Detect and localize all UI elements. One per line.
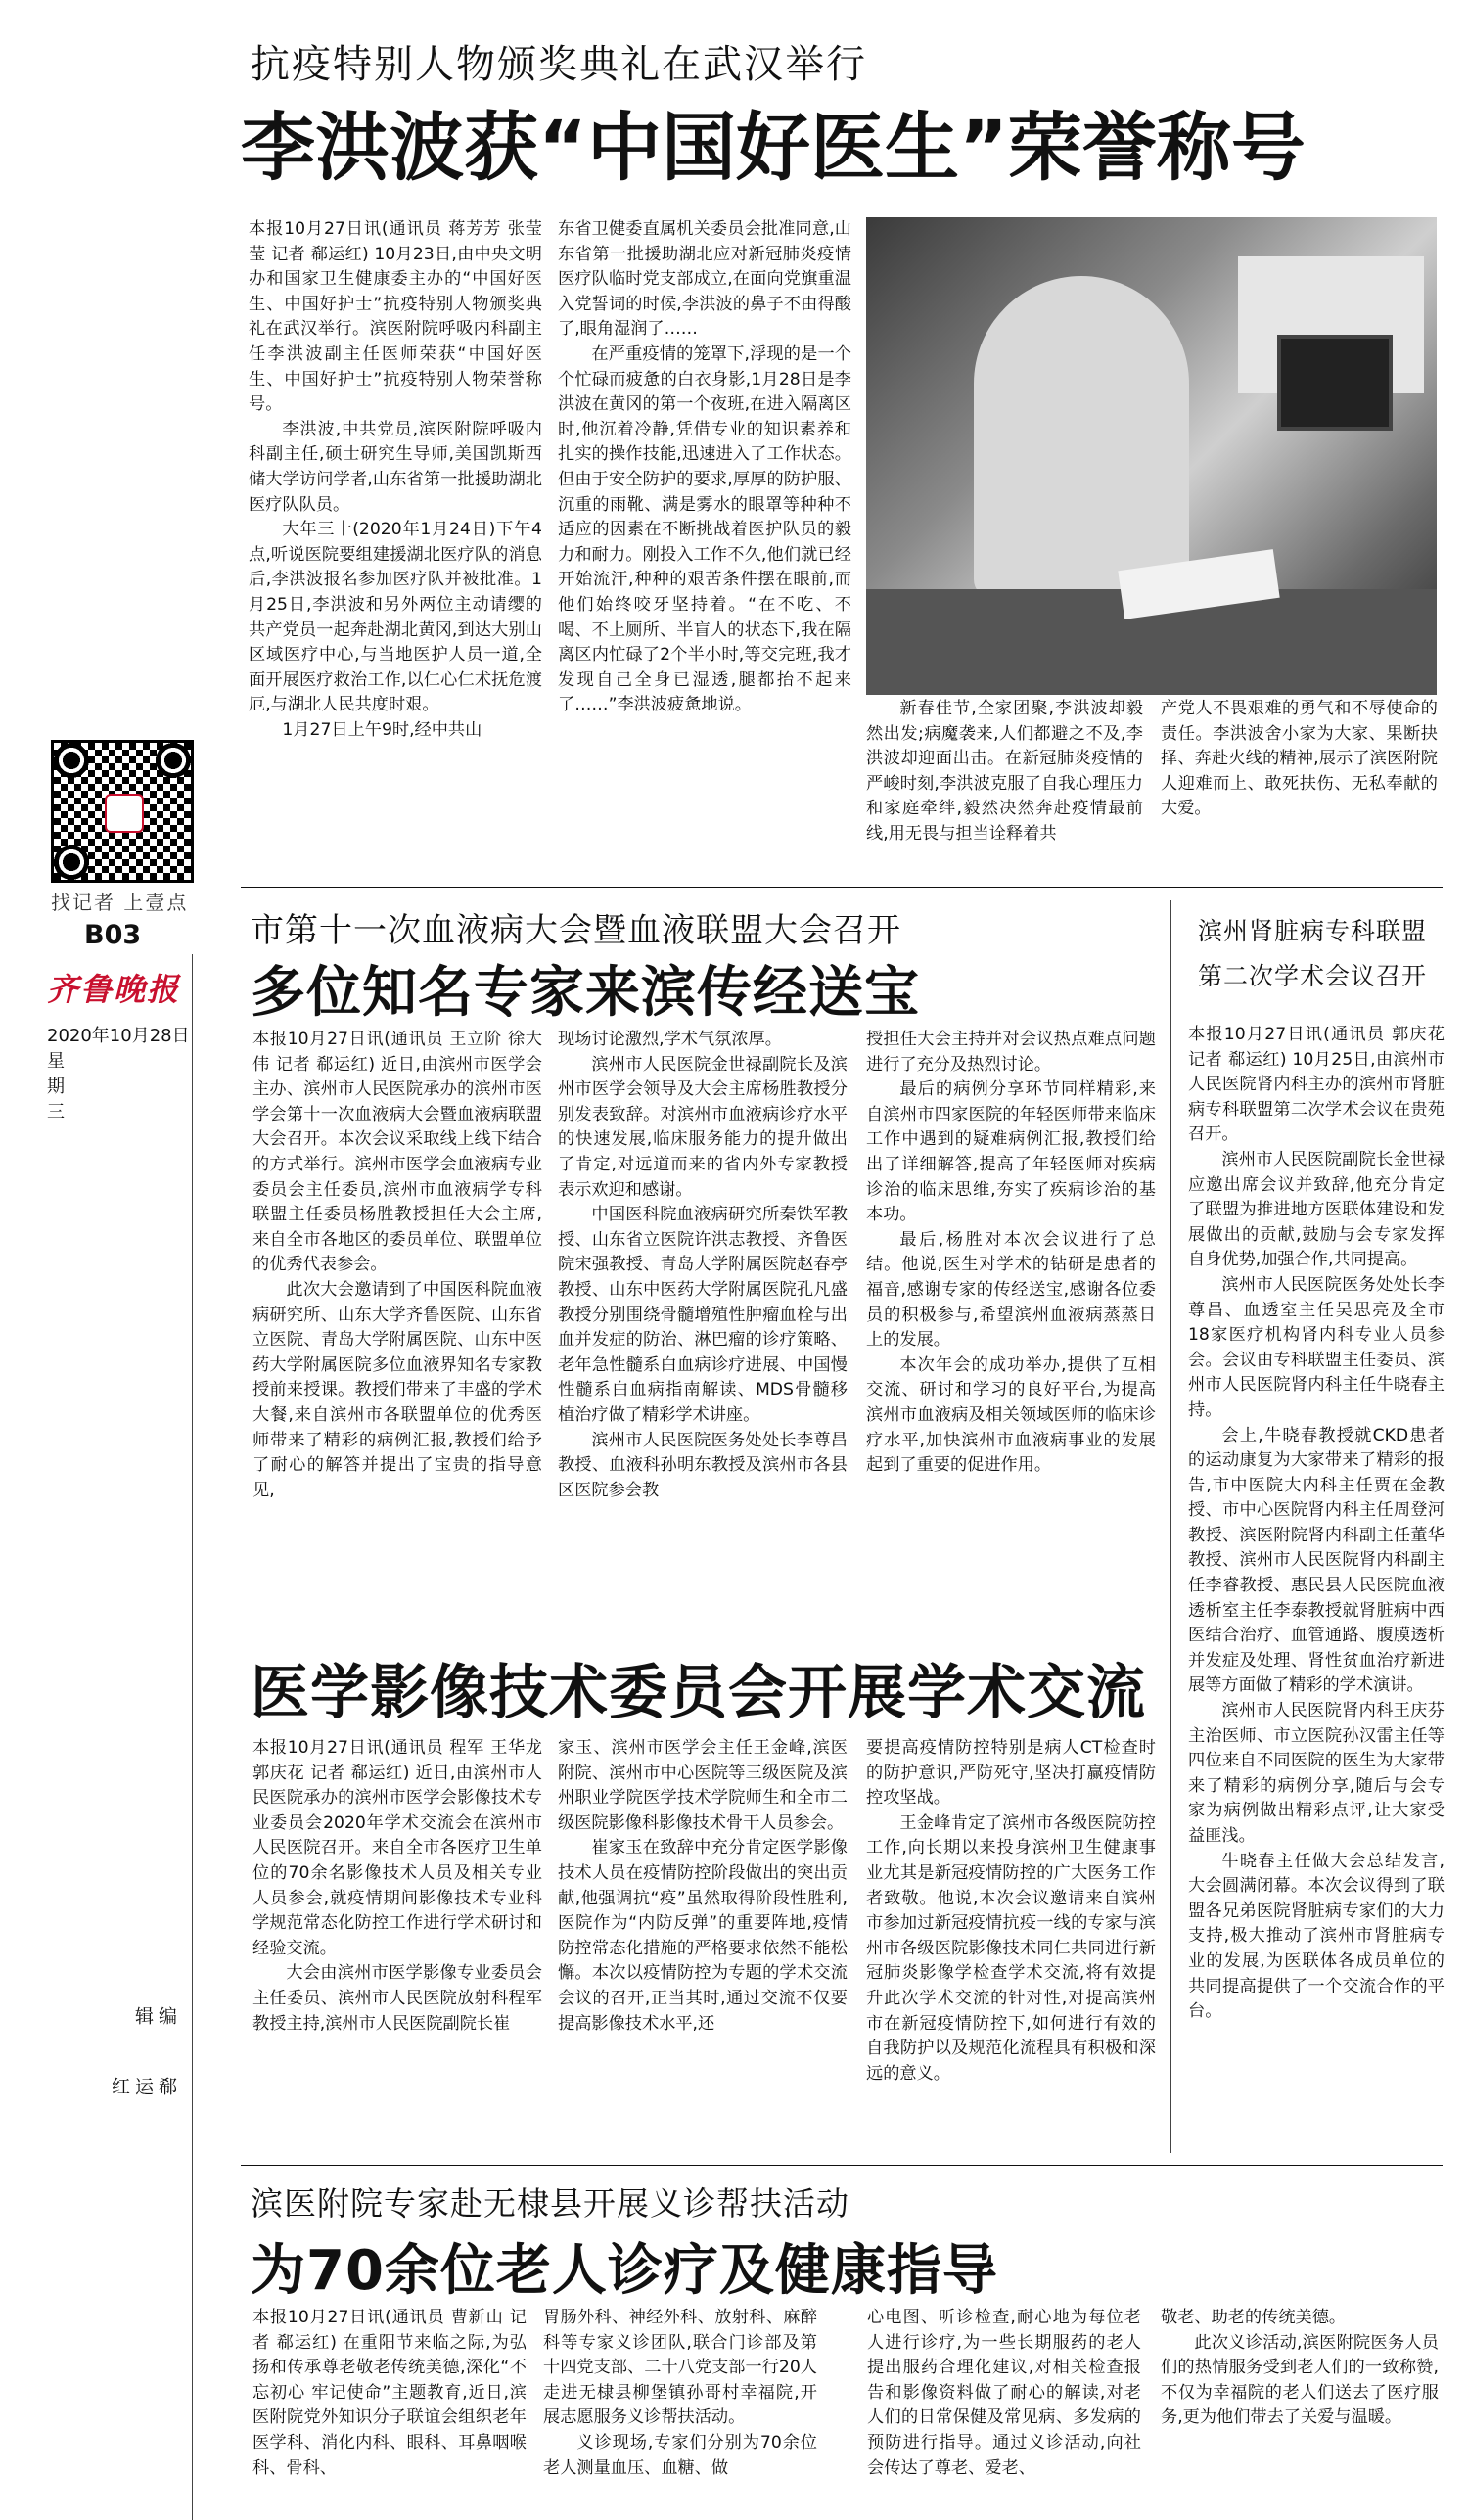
- article1-headline: 李洪波获“中国好医生”荣誉称号: [241, 104, 1306, 191]
- paragraph: 王金峰肯定了滨州市各级医院防控工作,向长期以来投身滨州卫生健康事业尤其是新冠疫情防控的广大医务工作者致敬。他说,本次会议邀请来自滨州市参加过新冠疫情抗疫一线的专家与滨州市各级医院影像技术同仁共同进行新冠肺炎影像学检查学术交流,将有效提升此次学术交流的针对性,对提高滨州市在新冠疫情防控下,如何进行有效的自我防护以及规范化流程具有积极和深远的意义。: [866, 1812, 1156, 2084]
- article4-column-3: [866, 1736, 1156, 2149]
- paragraph: 会上,牛晓春教授就CKD患者的运动康复为大家带来了精彩的报告,市中医院大内科主任贾在金教授、市中心医院肾内科主任周登河教授、滨医附院肾内科副主任董华教授、滨州市人民医院肾内科副主任李睿教授、惠民县人民医院血液透析室主任李泰教授就肾脏病中西医结合治疗、血管通路、腹膜透析并发症及处理、肾性贫血治疗新进展等方面做了精彩的学术演讲。: [1188, 1425, 1445, 1696]
- section-divider: [241, 887, 1443, 888]
- article1-column-3: [866, 697, 1143, 863]
- paragraph: 产党人不畏艰难的勇气和不辱使命的责任。李洪波舍小家为大家、果断抉择、奔赴火线的精神,展示了滨医附院人迎难而上、敢死扶伤、无私奉献的大爱。: [1161, 699, 1438, 819]
- paragraph: 东省卫健委直属机关委员会批准同意,山东省第一批援助湖北应对新冠肺炎疫情医疗队临时党支部成立,在面向党旗重温入党誓词的时候,李洪波的鼻子不由得酸了,眼角湿润了……: [558, 219, 851, 340]
- editor-label: 编辑: [132, 2006, 177, 2025]
- qr-logo: [105, 794, 144, 833]
- article3-kicker: 滨州肾脏病专科联盟: [1198, 917, 1428, 945]
- sidebar-divider: [192, 954, 193, 2520]
- paper-logo: 齐鲁晚报: [47, 971, 181, 1008]
- article3-body: [1188, 1023, 1445, 2158]
- paragraph: 滨州市人民医院副院长金世禄应邀出席会议并致辞,他充分肯定了联盟为推进地方医联体建设和发展做出的贡献,鼓励与会专家发挥自身优势,加强合作,共同提高。: [1188, 1149, 1445, 1270]
- paragraph: 最后,杨胜对本次会议进行了总结。他说,医生对学术的钻研是患者的福音,感谢专家的传经送宝,感谢各位委员的积极参与,希望滨州血液病蒸蒸日上的发展。: [866, 1229, 1156, 1351]
- issue-weekday: 星期三: [47, 1051, 65, 1123]
- article1-column-2: [558, 217, 851, 863]
- paragraph: 此次义诊活动,滨医附院医务人员们的热情服务受到老人们的一致称赞,不仅为幸福院的老人们送去了医疗服务,更为他们带去了关爱与温暖。: [1161, 2332, 1439, 2428]
- issue-date: 2020年10月28日: [47, 1026, 190, 1046]
- paragraph: 大年三十(2020年1月24日)下午4点,听说医院要组建援湖北医疗队的消息后,李洪波报名参加医疗队并被批准。1月25日,李洪波和另外两位主动请缨的共产党员一起奔赴湖北黄冈,到达大别山区域医疗中心,与当地医护人员一道,全面开展医疗救治工作,以仁心仁术抚危渡厄,与湖北人民共度时艰。: [249, 520, 542, 715]
- paragraph: 本次年会的成功举办,提供了互相交流、研讨和学习的良好平台,为提高滨州市血液病及相关领域医师的临床诊疗水平,加快滨州市血液病事业的发展起到了重要的促进作用。: [866, 1354, 1156, 1476]
- paragraph: 崔家玉在致辞中充分肯定医学影像技术人员在疫情防控阶段做出的突出贡献,他强调抗“疫”虽然取得阶段性胜利,医院作为“内防反弹”的重要阵地,疫情防控常态化措施的严格要求依然不能松懈。本次以疫情防控为专题的学术交流会议的召开,正当其时,通过交流不仅要提高影像技术水平,还: [558, 1838, 848, 2034]
- paragraph: 现场讨论激烈,学术气氛浓厚。: [558, 1030, 782, 1049]
- article2-column-1: [252, 1028, 542, 1592]
- article2-headline: 多位知名专家来滨传经送宝: [251, 961, 920, 1025]
- article3-kicker-2: 第二次学术会议召开: [1198, 962, 1428, 990]
- paragraph: 本报10月27日讯(通讯员 曹新山 记者 郗运红) 在重阳节来临之际,为弘扬和传承尊老敬老传统美德,深化“不忘初心 牢记使命”主题教育,近日,滨医附院党外知识分子联谊会组织老年医学科、消化内科、眼科、耳鼻咽喉科、骨科、: [252, 2308, 527, 2478]
- paragraph: 授担任大会主持并对会议热点难点问题进行了充分及热烈讨论。: [866, 1030, 1156, 1075]
- paragraph: 李洪波,中共党员,滨医附院呼吸内科副主任,硕士研究生导师,美国凯斯西储大学访问学者,山东省第一批援助湖北医疗队队员。: [249, 419, 542, 515]
- paragraph: 大会由滨州市医学影像专业委员会主任委员、滨州市人民医院放射科程军教授主持,滨州市人民医院副院长崔: [252, 1963, 542, 2034]
- article4-column-2: [558, 1736, 848, 2149]
- article5-column-3: [867, 2306, 1141, 2511]
- paragraph: 敬老、助老的传统美德。: [1161, 2308, 1347, 2327]
- paragraph: 滨州市人民医院肾内科王庆芬主治医师、市立医院孙汉雷主任等四位来自不同医院的医生为大家带来了精彩的病例分享,随后与会专家为病例做出精彩点评,让大家受益匪浅。: [1188, 1701, 1445, 1846]
- paragraph: 本报10月27日讯(通讯员 程军 王华龙 郭庆花 记者 郗运红) 近日,由滨州市人民医院承办的滨州市医学会影像技术专业委员会2020年学术交流会在滨州市人民医院召开。来自全市各医疗卫生单位的70余名影像技术人员及相关专业人员参会,就疫情期间影像技术专业科学规范常态化防控工作进行学术研讨和经验交流。: [252, 1738, 542, 1958]
- paragraph: 牛晓春主任做大会总结发言,大会圆满闭幕。本次会议得到了联盟各兄弟医院肾脏病专家们的大力支持,极大推动了滨州市肾脏病专业的发展,为医联体各成员单位的共同提高提供了一个交流合作的平台。: [1188, 1851, 1445, 2022]
- paragraph: 中国医科院血液病研究所秦铁军教授、山东省立医院许洪志教授、齐鲁医院宋强教授、青岛大学附属医院赵春亭教授、山东中医药大学附属医院孔凡盛教授分别围绕骨髓增殖性肿瘤血栓与出血并发症的防治、淋巴瘤的诊疗策略、老年急性髓系白血病诊疗进展、中国慢性髓系白血病指南解读、MDS骨髓移植治疗做了精彩学术讲座。: [558, 1205, 848, 1425]
- article2-column-3: [866, 1028, 1156, 1592]
- article1-column-4: [1161, 697, 1438, 863]
- paragraph: 滨州市人民医院医务处处长李尊昌、血透室主任吴思亮及全市18家医疗机构肾内科专业人员参会。会议由专科联盟主任委员、滨州市人民医院肾内科主任牛晓春主持。: [1188, 1274, 1445, 1420]
- page-code: B03: [84, 920, 142, 950]
- paragraph: 本报10月27日讯(通讯员 郭庆花 记者 郗运红) 10月25日,由滨州市人民医院肾内科主办的滨州市肾脏病专科联盟第二次学术会议在贵苑召开。: [1188, 1025, 1445, 1145]
- article5-headline: 为70余位老人诊疗及健康指导: [251, 2239, 998, 2303]
- article2-kicker: 市第十一次血液病大会暨血液联盟大会召开: [251, 911, 901, 950]
- paragraph: 本报10月27日讯(通讯员 蒋芳芳 张莹莹 记者 郗运红) 10月23日,由中央文明办和国家卫生健康委主办的“中国好医生、中国好护士”抗疫特别人物颁奖典礼在武汉举行。滨医附院呼吸内科副主任李洪波副主任医师荣获“中国好医生、中国好护士”抗疫特别人物荣誉称号。: [249, 219, 542, 415]
- qr-code[interactable]: [51, 740, 194, 883]
- paragraph: 新春佳节,全家团聚,李洪波却毅然出发;病魔袭来,人们都避之不及,李洪波却迎面出击。在新冠肺炎疫情的严峻时刻,李洪波克服了自我心理压力和家庭牵绊,毅然决然奔赴疫情最前线,用无畏与担当诠释着共: [866, 699, 1143, 844]
- article5-kicker: 滨医附院专家赴无棣县开展义诊帮扶活动: [251, 2184, 849, 2222]
- paragraph: 1月27日上午9时,经中共山: [282, 719, 482, 740]
- paragraph: 家玉、滨州市医学会主任王金峰,滨医附院、滨州市中心医院等三级医院及滨州职业学院医学技术学院师生和全市二级医院影像科影像技术骨干人员参会。: [558, 1738, 848, 1833]
- paragraph: 此次大会邀请到了中国医科院血液病研究所、山东大学齐鲁医院、山东省立医院、青岛大学附属医院、山东中医药大学附属医院多位血液界知名专家教授前来授课。教授们带来了丰盛的学术大餐,来自滨州市各联盟单位的优秀医师带来了精彩的病例汇报,教授们给予了耐心的解答并提出了宝贵的指导意见,: [252, 1279, 542, 1500]
- paragraph: 滨州市人民医院金世禄副院长及滨州市医学会领导及大会主席杨胜教授分别发表致辞。对滨州市血液病诊疗水平的快速发展,临床服务能力的提升做出了肯定,对远道而来的省内外专家教授表示欢迎和感谢。: [558, 1054, 848, 1200]
- section-divider: [241, 2165, 1443, 2166]
- article5-column-4: [1161, 2306, 1439, 2511]
- article1-column-1: [249, 217, 542, 863]
- column-divider: [1170, 900, 1171, 2153]
- paragraph: 滨州市人民医院医务处处长李尊昌教授、血液科孙明东教授及滨州市各县区医院参会教: [558, 1430, 848, 1500]
- paragraph: 要提高疫情防控特别是病人CT检查时的防护意识,严防死守,坚决打赢疫情防控攻坚战。: [866, 1738, 1156, 1809]
- article5-column-2: [543, 2306, 817, 2511]
- photo-doctor-figure: [974, 276, 1189, 599]
- photo-monitor: [1277, 335, 1393, 431]
- article4-headline: 医学影像技术委员会开展学术交流: [251, 1659, 1146, 1727]
- paragraph: 胃肠外科、神经外科、放射科、麻醉科等专家义诊团队,联合门诊部及第十四党支部、二十八党支部一行20人走进无棣县柳堡镇孙哥村幸福院,开展志愿服务义诊帮扶活动。: [543, 2308, 817, 2428]
- paragraph: 在严重疫情的笼罩下,浮现的是一个个忙碌而疲惫的白衣身影,1月28日是李洪波在黄冈的第一个夜班,在进入隔离区时,他沉着冷静,凭借专业的知识素养和扎实的操作技能,迅速进入了工作状态。但由于安全防护的要求,厚厚的防护服、沉重的雨靴、满是雾水的眼罩等种种不适应的因素在不断挑战着医护队员的毅力和耐力。刚投入工作不久,他们就已经开始流汗,种种的艰苦条件摆在眼前,而他们始终咬牙坚持着。“在不吃、不喝、不上厕所、半盲人的状态下,我在隔离区内忙碌了2个半小时,等交完班,我才发现自己全身已湿透,腿都抬不起来了……”李洪波疲惫地说。: [558, 344, 851, 715]
- article5-column-1: [252, 2306, 527, 2511]
- qr-caption: 找记者 上壹点: [51, 891, 189, 914]
- paragraph: 本报10月27日讯(通讯员 王立阶 徐大伟 记者 郗运红) 近日,由滨州市医学会主办、滨州市人民医院承办的滨州市医学会第十一次血液病大会暨血液病联盟大会召开。本次会议采取线上线下结合的方式举行。滨州市医学会血液病专业委员会主任委员,滨州市血液病学专科联盟主任委员杨胜教授担任大会主席,来自全市各地区的委员单位、联盟单位的优秀代表参会。: [252, 1030, 542, 1275]
- paragraph: 义诊现场,专家们分别为70余位老人测量血压、血糖、做: [543, 2432, 817, 2478]
- editor-name: 郗运红: [109, 2077, 177, 2095]
- paragraph: 心电图、听诊检查,耐心地为每位老人进行诊疗,为一些长期服药的老人提出服药合理化建议,对相关检查报告和影像资料做了耐心的解读,对老人们的日常保健及常见病、多发病的预防进行指导。通过义诊活动,向社会传达了尊老、爱老、: [867, 2308, 1141, 2478]
- paragraph: 最后的病例分享环节同样精彩,来自滨州市四家医院的年轻医师带来临床工作中遇到的疑难病例汇报,教授们给出了详细解答,提高了年轻医师对疾病诊治的临床思维,夯实了疾病诊治的基本功。: [866, 1079, 1156, 1225]
- article4-column-1: [252, 1736, 542, 2149]
- article1-photo-doctor: [866, 217, 1437, 695]
- article1-kicker: 抗疫特别人物颁奖典礼在武汉举行: [251, 42, 867, 87]
- article2-column-2: [558, 1028, 848, 1592]
